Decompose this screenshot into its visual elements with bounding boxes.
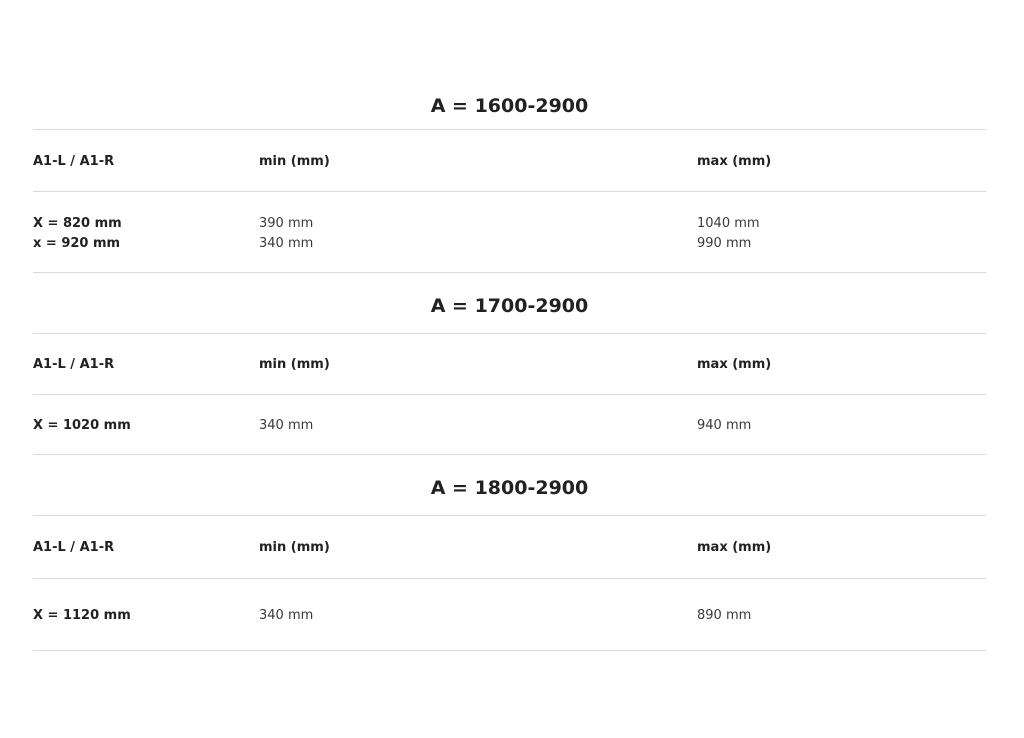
row-max-value: 940 mm bbox=[697, 418, 752, 433]
row-min-value: 390 mm bbox=[259, 216, 314, 231]
divider bbox=[33, 129, 986, 130]
row-x-value: X = 1120 mm bbox=[33, 608, 131, 623]
divider bbox=[33, 515, 986, 516]
divider bbox=[33, 272, 986, 273]
divider bbox=[33, 333, 986, 334]
header-min: min (mm) bbox=[259, 540, 330, 555]
section-title: A = 1800-2900 bbox=[430, 477, 589, 499]
divider bbox=[33, 578, 986, 579]
header-min: min (mm) bbox=[259, 357, 330, 372]
header-max: max (mm) bbox=[697, 154, 772, 169]
divider bbox=[33, 650, 986, 651]
row-x-value: X = 1020 mm bbox=[33, 418, 131, 433]
row-max-value: 990 mm bbox=[697, 236, 752, 251]
divider bbox=[33, 191, 986, 192]
header-model: A1-L / A1-R bbox=[33, 154, 115, 169]
row-max-value: 890 mm bbox=[697, 608, 752, 623]
section-title: A = 1700-2900 bbox=[430, 295, 589, 317]
row-x-value: x = 920 mm bbox=[33, 236, 121, 251]
divider bbox=[33, 394, 986, 395]
header-max: max (mm) bbox=[697, 357, 772, 372]
row-x-value: X = 820 mm bbox=[33, 216, 122, 231]
section-title: A = 1600-2900 bbox=[430, 95, 589, 117]
row-min-value: 340 mm bbox=[259, 608, 314, 623]
header-model: A1-L / A1-R bbox=[33, 540, 115, 555]
header-model: A1-L / A1-R bbox=[33, 357, 115, 372]
row-min-value: 340 mm bbox=[259, 236, 314, 251]
divider bbox=[33, 454, 986, 455]
row-max-value: 1040 mm bbox=[697, 216, 760, 231]
header-max: max (mm) bbox=[697, 540, 772, 555]
header-min: min (mm) bbox=[259, 154, 330, 169]
row-min-value: 340 mm bbox=[259, 418, 314, 433]
